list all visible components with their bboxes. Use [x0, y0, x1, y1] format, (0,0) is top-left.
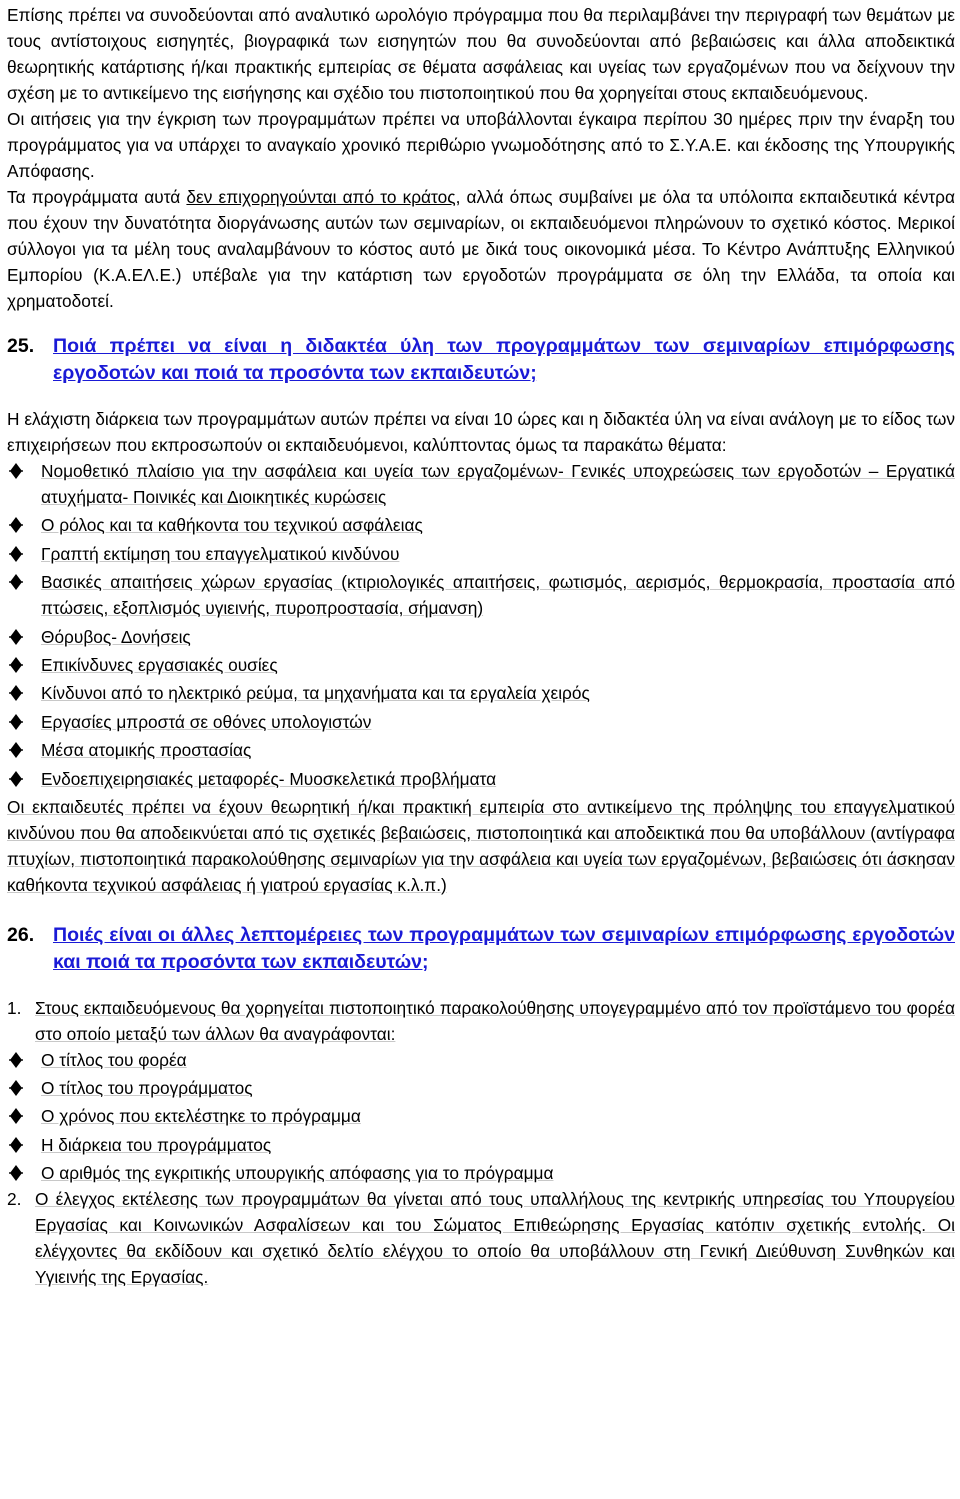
question-26-heading [7, 922, 955, 976]
bullet-icon [9, 574, 23, 590]
topic-item [7, 680, 955, 706]
topic-item [7, 766, 955, 792]
q26-item-2-number: 2. [7, 1189, 22, 1210]
topic-item-text: Μέσα ατομικής προστασίας [41, 740, 252, 761]
question-26-title: Ποιές είναι οι άλλες λεπτομέρειες των προγραμμάτων των σεμιναρίων επιμόρφωσης εργοδοτών και ποιά τα προσόντα των εκπαιδευτών; [53, 923, 955, 973]
topic-item-text: Εργασίες μπροστά σε οθόνες υπολογιστών [41, 711, 372, 732]
certificate-field-item [7, 1075, 955, 1101]
funding-underlined-text: δεν επιχορηγούνται από το κράτος [186, 187, 456, 207]
topic-item-text: Ο ρόλος και τα καθήκοντα του τεχνικού ασφάλειας [41, 515, 423, 536]
certificate-field-item [7, 1132, 955, 1158]
bullet-icon [9, 1052, 23, 1068]
certificate-field-item-text: Η διάρκεια του προγράμματος [41, 1134, 272, 1155]
bullet-icon [9, 742, 23, 758]
certificate-field-item [7, 1047, 955, 1073]
topic-item-text: Νομοθετικό πλαίσιο για την ασφάλεια και υγεία των εργαζομένων- Γενικές υποχρεώσεις των εργοδοτών – Εργατικά ατυχήματα- Ποινικές και Διοικητικές κυρώσεις [41, 461, 955, 507]
bullet-icon [9, 517, 23, 533]
intro-paragraph-applications: Οι αιτήσεις για την έγκριση των προγραμμάτων πρέπει να υποβάλλονται έγκαιρα περίπου 30 ημέρες πριν την έναρξη του προγράμματος για να υπάρχει το αναγκαίο χρονικό περιθώριο γνωμοδότησης από το Σ.Υ.Α.Ε. και έκδοσης της Υπουργικής Απόφασης. [7, 109, 955, 181]
q26-item-1 [7, 995, 955, 1047]
certificate-field-item-text: Ο τίτλος του προγράμματος [41, 1077, 253, 1098]
topic-item [7, 652, 955, 678]
topic-item [7, 512, 955, 538]
intro-paragraph-schedule: Επίσης πρέπει να συνοδεύονται από αναλυτικό ωρολόγιο πρόγραμμα που θα περιλαμβάνει την περιγραφή των θεμάτων με τους αντίστοιχους εισηγητές, βιογραφικά των εισηγητών που θα συνοδεύονται από βεβαιώσεις και άλλα αποδεικτικά θεωρητικής κατάρτισης ή/και πρακτικής εμπειρίας σε θέματα ασφάλειας και υγείας των εργαζομένων που να δείχνουν την σχέση με το αντικείμενο της εισήγησης και σχέδιο του πιστοποιητικού που θα χορηγείται στους εκπαιδευόμενους. [7, 5, 955, 103]
bullet-icon [9, 771, 23, 787]
bullet-icon [9, 1165, 23, 1181]
bullet-icon [9, 1080, 23, 1096]
intro-paragraph-funding [7, 184, 955, 314]
certificate-field-list [7, 1047, 955, 1187]
bullet-icon [9, 463, 23, 479]
topic-item [7, 458, 955, 510]
bullet-icon [9, 714, 23, 730]
certificate-field-item-text: Ο τίτλος του φορέα [41, 1049, 187, 1070]
q26-item-2 [7, 1186, 955, 1290]
bullet-icon [9, 1108, 23, 1124]
bullet-icon [9, 657, 23, 673]
bullet-icon [9, 1137, 23, 1153]
topic-item-text: Ενδοεπιχειρησιακές μεταφορές- Μυοσκελετικά προβλήματα [41, 768, 497, 789]
q26-item-2-text: Ο έλεγχος εκτέλεσης των προγραμμάτων θα γίνεται από τους υπαλλήλους της κεντρικής υπηρεσίας του Υπουργείου Εργασίας και Κοινωνικών Ασφαλίσεων και του Σώματος Επιθεώρησης Εργασίας κατόπιν σχετικής εντολής. Οι ελέγχοντες θα εκδίδουν και σχετικό δελτίο ελέγχου το οποίο θα υποβάλλουν στη Γενική Διεύθυνση Συνθηκών και Υγιεινής της Εργασίας. [35, 1189, 955, 1288]
bullet-icon [9, 685, 23, 701]
topic-item [7, 709, 955, 735]
funding-rest-text: , αλλά όπως συμβαίνει με όλα τα υπόλοιπα εκπαιδευτικά κέντρα που έχουν την δυνατότητα διοργάνωσης αυτών των σεμιναρίων, οι εκπαιδευόμενοι πληρώνουν το σχετικό κόστος. Μερικοί σύλλογοι για τα μέλη τους αναλαμβάνουν το κόστος αυτό με δικά τους οικονομικά μέσα. Το Κέντρο Ανάπτυξης Ελληνικού Εμπορίου (Κ.Α.ΕΛ.Ε.) υπέβαλε για την κατάρτιση των εργοδοτών προγράμματα σε όλη την Ελλάδα, τα οποία και χρηματοδοτεί. [7, 187, 956, 311]
q25-topic-list [7, 458, 955, 792]
q25-trainers-paragraph: Οι εκπαιδευτές πρέπει να έχουν θεωρητική ή/και πρακτική εμπειρία στο αντικείμενο της πρόληψης του επαγγελματικού κινδύνου που θα αποδεικνύεται από τις σχετικές βεβαιώσεις, πιστοποιητικά και αποδεικτικά που θα υποβάλλουν (αντίγραφα πτυχίων, πιστοποιητικά παρακολούθησης σεμιναρίων για την ασφάλεια και υγεία των εργαζομένων, βεβαιώσεις ότι άσκησαν καθήκοντα τεχνικού ασφάλειας ή γιατρού εργασίας κ.λ.π.) [7, 796, 955, 895]
question-25-heading [7, 333, 955, 387]
certificate-field-item-text: Ο αριθμός της εγκριτικής υπουργικής απόφασης για το πρόγραμμα [41, 1163, 554, 1184]
document-page [7, 0, 955, 1290]
q26-item-1-number: 1. [7, 997, 22, 1018]
topic-item [7, 541, 955, 567]
funding-lead-text: Τα προγράμματα αυτά [7, 187, 187, 207]
topic-item [7, 569, 955, 621]
topic-item [7, 737, 955, 763]
q26-item-1-text: Στους εκπαιδευόμενους θα χορηγείται πιστοποιητικό παρακολούθησης υπογεγραμμένο από τον προϊστάμενο του φορέα στο οποίο μεταξύ των άλλων θα αναγράφονται: [35, 997, 955, 1044]
q25-intro-paragraph: Η ελάχιστη διάρκεια των προγραμμάτων αυτών πρέπει να είναι 10 ώρες και η διδακτέα ύλη να είναι ανάλογη με το είδος των επιχειρήσεων που εκπροσωπούν οι εκπαιδευόμενοι, καλύπτοντας όμως τα παρακάτω θέματα: [7, 409, 955, 455]
certificate-field-item [7, 1160, 955, 1186]
bullet-icon [9, 629, 23, 645]
bullet-icon [9, 546, 23, 562]
certificate-field-item-text: Ο χρόνος που εκτελέστηκε το πρόγραμμα [41, 1106, 361, 1127]
topic-item-text: Γραπτή εκτίμηση του επαγγελματικού κινδύνου [41, 543, 400, 564]
topic-item-text: Επικίνδυνες εργασιακές ουσίες [41, 654, 278, 675]
topic-item-text: Θόρυβος- Δονήσεις [41, 626, 191, 647]
question-26-number: 26. [7, 923, 35, 946]
topic-item-text: Κίνδυνοι από το ηλεκτρικό ρεύμα, τα μηχανήματα και τα εργαλεία χειρός [41, 683, 590, 704]
topic-item [7, 624, 955, 650]
question-25-number: 25. [7, 335, 35, 357]
question-25-title: Ποιά πρέπει να είναι η διδακτέα ύλη των προγραμμάτων των σεμιναρίων επιμόρφωσης εργοδοτών και ποιά τα προσόντα των εκπαιδευτών; [53, 335, 955, 384]
topic-item-text: Βασικές απαιτήσεις χώρων εργασίας (κτιριολογικές απαιτήσεις, φωτισμός, αερισμός, θερμοκρασία, προστασία από πτώσεις, εξοπλισμός υγιεινής, πυροπροστασία, σήμανση) [41, 572, 955, 619]
certificate-field-item [7, 1103, 955, 1129]
